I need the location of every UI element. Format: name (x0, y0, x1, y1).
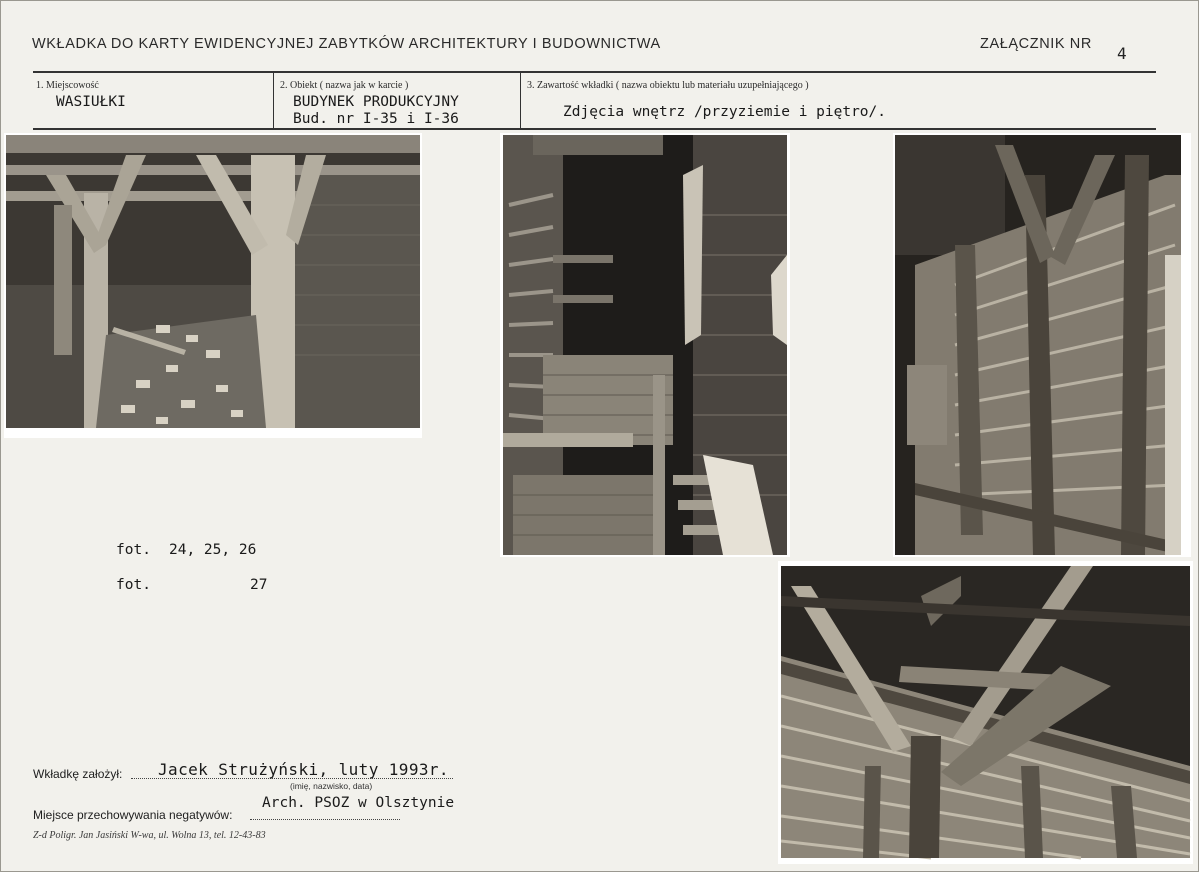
object-value-line2: Bud. nr I-35 i I-36 (293, 111, 459, 127)
card-title: WKŁADKA DO KARTY EWIDENCYJNEJ ZABYTKÓW ARCHITEKTURY I BUDOWNICTWA (32, 36, 661, 52)
photo-ref-line2-number: 27 (250, 577, 268, 593)
photo-roof-truss (778, 561, 1193, 864)
fields-rule (33, 128, 1156, 130)
author-caption: (imię, nazwisko, data) (290, 781, 373, 791)
photo-stairwell (500, 133, 790, 557)
storage-label: Miejsce przechowywania negatywów: (33, 808, 233, 822)
field-divider-1 (273, 72, 274, 129)
object-label: 2. Obiekt ( nazwa jak w karcie ) (280, 80, 409, 91)
field-divider-2 (520, 72, 521, 129)
content-value: Zdjęcia wnętrz /przyziemie i piętro/. (563, 104, 887, 120)
content-label: 3. Zawartość wkładki ( nazwa obiektu lub materiału uzupełniającego ) (527, 80, 809, 91)
photo-upper-floor-wall (893, 133, 1191, 557)
author-label: Wkładkę założył: (33, 767, 123, 781)
locality-label: 1. Miejscowość (36, 80, 99, 91)
author-value: Jacek Strużyński, luty 1993r. (158, 760, 449, 779)
printer-imprint: Z-d Poligr. Jan Jasiński W-wa, ul. Wolna 13, tel. 12-43-83 (33, 830, 266, 841)
photo-ref-line2-prefix: fot. (116, 577, 151, 593)
photo-ground-floor-beams (4, 133, 422, 438)
object-value-line1: BUDYNEK PRODUKCYJNY (293, 94, 459, 110)
header-rule (33, 71, 1156, 73)
storage-value: Arch. PSOZ w Olsztynie (262, 795, 455, 811)
photo-ref-line1-prefix: fot. (116, 542, 151, 558)
storage-dotted-line (250, 819, 400, 820)
photo-ref-line1-numbers: 24, 25, 26 (169, 542, 257, 558)
annex-label: ZAŁĄCZNIK NR (980, 36, 1092, 52)
locality-value: WASIUŁKI (56, 94, 126, 110)
annex-number: 4 (1117, 44, 1127, 63)
